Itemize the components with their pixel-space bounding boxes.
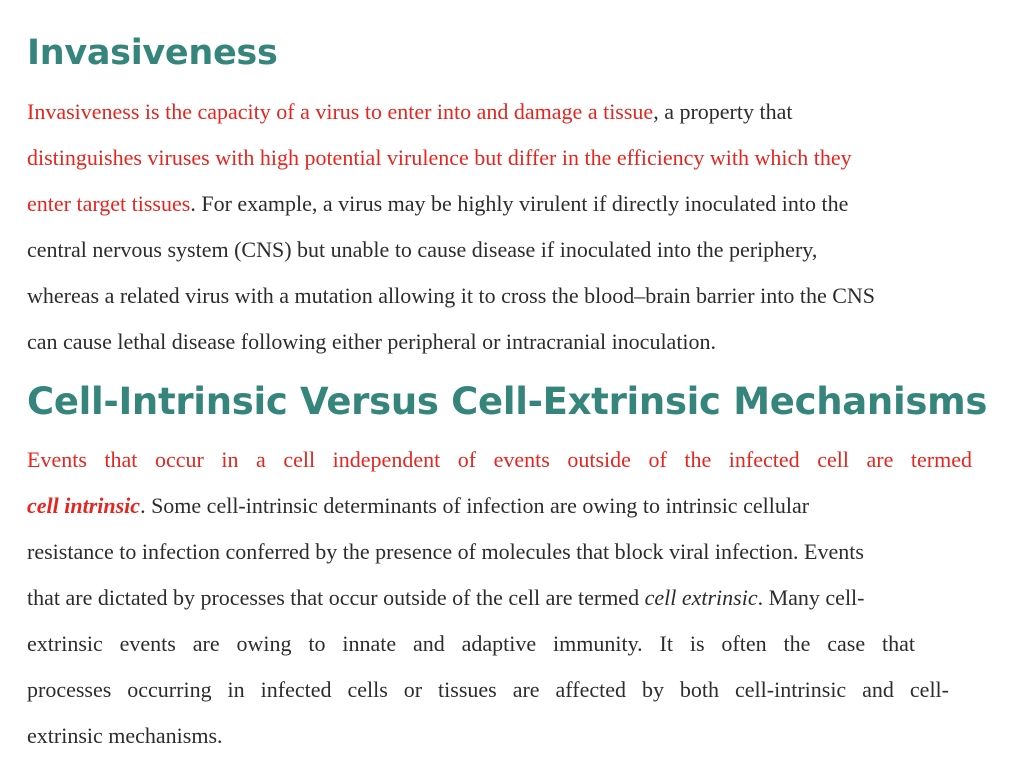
paragraph-line (27, 181, 992, 227)
paragraph-line: can cause lethal disease following either peripheral or intracranial inoculation. (27, 329, 717, 354)
paragraph-line: whereas a related virus with a mutation allowing it to cross the blood–brain barrier into the CNS (27, 283, 876, 308)
term-cell-intrinsic: cell intrinsic (27, 493, 141, 518)
body-text: , a property that (653, 99, 793, 124)
highlighted-definition: Events that occur in a cell independent of events outside of the infected cell are termed (27, 447, 972, 472)
paragraph-line: central nervous system (CNS) but unable to cause disease if inoculated into the periphery, (27, 237, 818, 262)
section-heading-cell-mechanisms: Cell-Intrinsic Versus Cell-Extrinsic Mechanisms (27, 380, 988, 423)
body-text: that are dictated by processes that occur outside of the cell are termed (27, 585, 645, 610)
paragraph-line: extrinsic events are owing to innate and adaptive immunity. It is often the case that (27, 631, 915, 656)
term-cell-extrinsic: cell extrinsic (644, 585, 758, 610)
section-heading-invasiveness: Invasiveness (27, 33, 278, 73)
body-text: . For example, a virus may be highly virulent if directly inoculated into the (190, 191, 849, 216)
highlighted-definition: distinguishes viruses with high potential virulence but differ in the efficiency with which they (27, 145, 852, 170)
paragraph-line (27, 135, 992, 181)
paragraph-line: extrinsic mechanisms. (27, 723, 223, 748)
paragraph-line (27, 483, 992, 529)
paragraph-line (27, 89, 992, 135)
invasiveness-paragraph (27, 89, 992, 365)
body-text: . Some cell-intrinsic determinants of infection are owing to intrinsic cellular (140, 493, 810, 518)
cell-mechanisms-paragraph (27, 437, 992, 759)
paragraph-line (27, 575, 992, 621)
highlighted-definition: enter target tissues (27, 191, 191, 216)
paragraph-line: processes occurring in infected cells or tissues are affected by both cell-intrinsic and cell- (27, 677, 949, 702)
highlighted-definition: Invasiveness is the capacity of a virus to enter into and damage a tissue (27, 99, 654, 124)
body-text: . Many cell- (757, 585, 865, 610)
paragraph-line: resistance to infection conferred by the presence of molecules that block viral infection. Events (27, 539, 864, 564)
